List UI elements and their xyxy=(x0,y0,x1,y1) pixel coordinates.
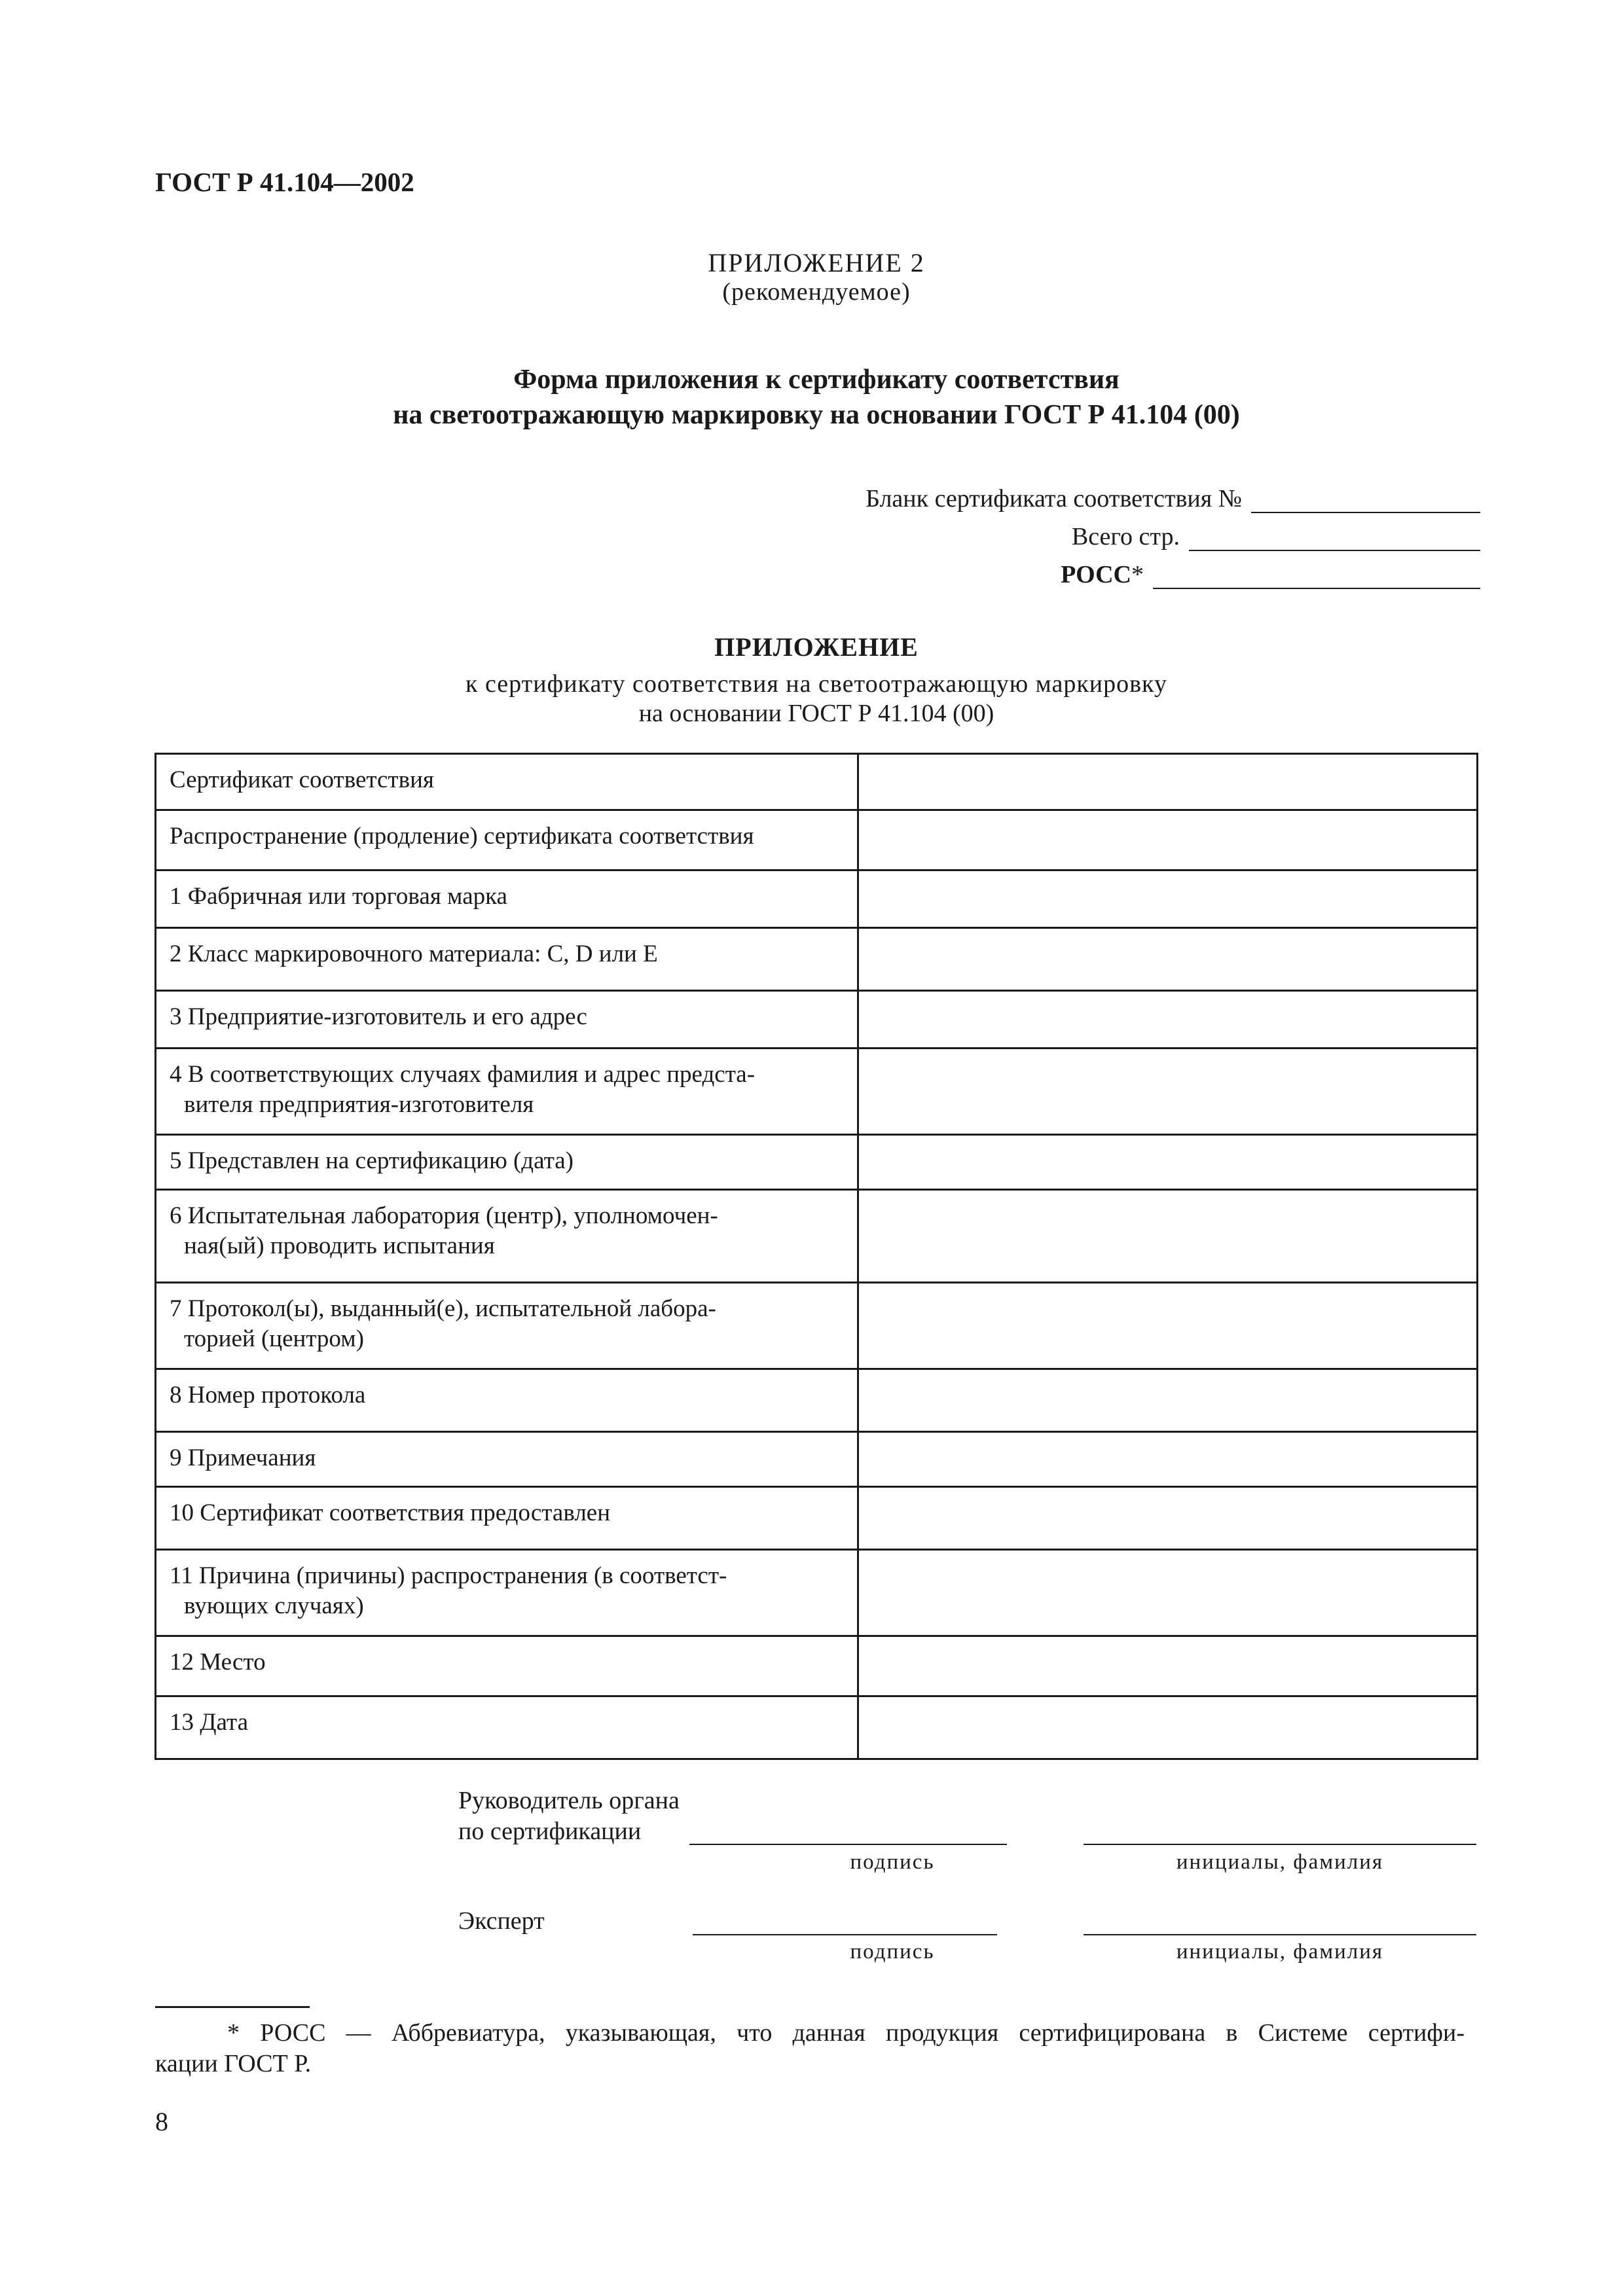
table-row xyxy=(156,1550,1478,1636)
blank-fields xyxy=(760,475,1480,589)
total-pages-field[interactable] xyxy=(1189,525,1480,551)
row-label-cell xyxy=(156,928,858,991)
row-label-cell xyxy=(156,870,858,928)
row-label: 1 Фабричная или торговая марка xyxy=(170,883,507,910)
page-number: 8 xyxy=(155,2107,168,2136)
table-row xyxy=(156,870,1478,928)
expert-name-caption: инициалы, фамилия xyxy=(1176,1940,1384,1964)
row-value-cell[interactable] xyxy=(858,1283,1478,1369)
row-label: Распространение (продление) сертификата соответствия xyxy=(170,823,754,850)
footnote-rule xyxy=(155,2006,310,2008)
row-label: 11 Причина (причины) распространения (в соответст- xyxy=(170,1562,727,1589)
table-row xyxy=(156,810,1478,870)
row-label-continuation: вующих случаях) xyxy=(184,1592,364,1619)
row-value-cell[interactable] xyxy=(858,1432,1478,1487)
row-label-cell xyxy=(156,1190,858,1283)
table-row xyxy=(156,991,1478,1049)
row-value-cell[interactable] xyxy=(858,1696,1478,1759)
row-label-cell xyxy=(156,1696,858,1759)
head-signature-caption: подпись xyxy=(850,1850,935,1874)
footnote xyxy=(155,2018,1465,2079)
head-name-line[interactable] xyxy=(1084,1844,1476,1845)
head-name-caption: инициалы, фамилия xyxy=(1176,1850,1384,1874)
blank-number-label: Бланк сертификата соответствия № xyxy=(866,485,1242,512)
document-code: ГОСТ Р 41.104—2002 xyxy=(155,167,414,197)
row-label-cell xyxy=(156,1636,858,1696)
row-label-cell xyxy=(156,1487,858,1550)
row-label: 2 Класс маркировочного материала: C, D или E xyxy=(170,941,658,967)
table-row xyxy=(156,1636,1478,1696)
row-value-cell[interactable] xyxy=(858,870,1478,928)
form-title-line2: на светоотражающую маркировку на основании ГОСТ Р 41.104 (00) xyxy=(393,400,1240,430)
row-label-cell xyxy=(156,991,858,1049)
head-label-1: Руководитель органа xyxy=(458,1787,680,1814)
head-label-2: по сертификации xyxy=(458,1818,642,1845)
expert-label: Эксперт xyxy=(458,1907,545,1935)
row-value-cell[interactable] xyxy=(858,1049,1478,1135)
row-label-cell xyxy=(156,810,858,870)
row-label: 8 Номер протокола xyxy=(170,1382,366,1408)
row-label-cell xyxy=(156,1432,858,1487)
certificate-table xyxy=(155,753,1478,1760)
table-row xyxy=(156,1696,1478,1759)
table-row xyxy=(156,754,1478,810)
row-label-cell xyxy=(156,1283,858,1369)
row-value-cell[interactable] xyxy=(858,1550,1478,1636)
row-label: 9 Примечания xyxy=(170,1444,316,1471)
row-label: 12 Место xyxy=(170,1649,266,1676)
table-row xyxy=(156,1432,1478,1487)
expert-name-line[interactable] xyxy=(1084,1934,1476,1935)
row-value-cell[interactable] xyxy=(858,1487,1478,1550)
total-pages-label: Всего стр. xyxy=(1071,523,1180,550)
annex-subtitle-2: на основании ГОСТ Р 41.104 (00) xyxy=(638,700,994,727)
expert-signature-line[interactable] xyxy=(693,1934,997,1935)
row-value-cell[interactable] xyxy=(858,1369,1478,1432)
row-label: 10 Сертификат соответствия предоставлен xyxy=(170,1499,611,1526)
footnote-line-1: * РОСС — Аббревиатура, указывающая, что данная продукция сертифицирована в Системе сертифи- xyxy=(227,2019,1465,2047)
table-row xyxy=(156,1049,1478,1135)
table-row xyxy=(156,1369,1478,1432)
row-value-cell[interactable] xyxy=(858,810,1478,870)
row-label-cell xyxy=(156,1049,858,1135)
row-label: 3 Предприятие-изготовитель и его адрес xyxy=(170,1003,587,1030)
row-label: 7 Протокол(ы), выданный(е), испытательной лабора- xyxy=(170,1295,716,1322)
head-signature-line[interactable] xyxy=(689,1844,1007,1845)
blank-number-row xyxy=(760,475,1480,513)
appendix-status: (рекомендуемое) xyxy=(722,278,911,306)
ross-field[interactable] xyxy=(1153,563,1480,589)
annex-subtitle-1: к сертификату соответствия на светоотражающую маркировку xyxy=(465,670,1167,698)
table-row xyxy=(156,1487,1478,1550)
row-label-cell xyxy=(156,1369,858,1432)
row-value-cell[interactable] xyxy=(858,928,1478,991)
appendix-title: ПРИЛОЖЕНИЕ 2 xyxy=(708,248,925,278)
blank-number-field[interactable] xyxy=(1251,487,1480,513)
ross-row xyxy=(760,551,1480,589)
table-row xyxy=(156,1135,1478,1190)
row-label-cell xyxy=(156,1135,858,1190)
table-row xyxy=(156,1283,1478,1369)
row-value-cell[interactable] xyxy=(858,991,1478,1049)
footnote-line-2: кации ГОСТ Р. xyxy=(155,2050,312,2077)
row-label-cell xyxy=(156,754,858,810)
row-value-cell[interactable] xyxy=(858,1636,1478,1696)
total-pages-row xyxy=(760,513,1480,551)
annex-title: ПРИЛОЖЕНИЕ xyxy=(714,632,919,662)
row-label-continuation: торией (центром) xyxy=(184,1325,364,1352)
ross-asterisk: * xyxy=(1131,561,1144,588)
row-label: 5 Представлен на сертификацию (дата) xyxy=(170,1147,574,1174)
row-label-cell xyxy=(156,1550,858,1636)
row-label-continuation: вителя предприятия-изготовителя xyxy=(184,1091,534,1118)
row-label-continuation: ная(ый) проводить испытания xyxy=(184,1232,495,1259)
table-row xyxy=(156,1190,1478,1283)
row-label: 4 В соответствующих случаях фамилия и адрес предста- xyxy=(170,1061,756,1088)
ross-label: РОСС xyxy=(1061,561,1131,588)
row-value-cell[interactable] xyxy=(858,1190,1478,1283)
row-label: 6 Испытательная лаборатория (центр), уполномочен- xyxy=(170,1202,718,1229)
row-label: 13 Дата xyxy=(170,1709,248,1736)
expert-signature-caption: подпись xyxy=(850,1940,935,1964)
table-row xyxy=(156,928,1478,991)
row-label: Сертификат соответствия xyxy=(170,766,434,793)
row-value-cell[interactable] xyxy=(858,1135,1478,1190)
form-title-line1: Форма приложения к сертификату соответствия xyxy=(513,365,1120,395)
row-value-cell[interactable] xyxy=(858,754,1478,810)
